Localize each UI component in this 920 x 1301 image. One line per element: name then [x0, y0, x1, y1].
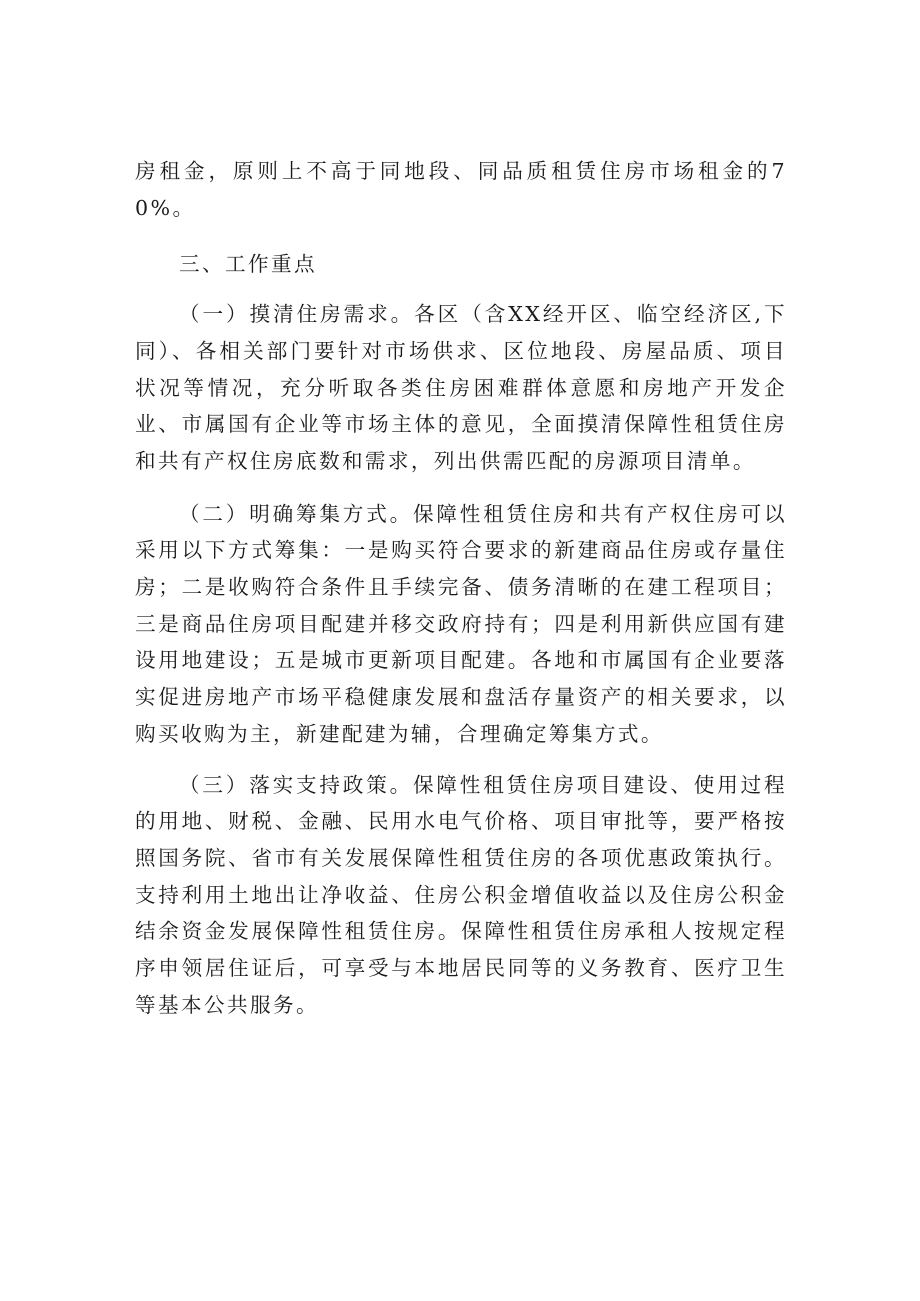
document-body	[135, 153, 787, 1023]
paragraph-item-1: （一）摸清住房需求。各区（含XX经开区、临空经济区,下同）、各相关部门要针对市场供求、区位地段、房屋品质、项目状况等情况，充分听取各类住房困难群体意愿和房地产开发企业、市属国有企业等市场主体的意见，全面摸清保障性租赁住房和共有产权住房底数和需求，列出供需匹配的房源项目清单。	[135, 302, 787, 473]
section-heading: 三、工作重点	[179, 252, 317, 277]
paragraph-item-2: （二）明确筹集方式。保障性租赁住房和共有产权住房可以采用以下方式筹集：一是购买符合要求的新建商品住房或存量住房；二是收购符合条件且手续完备、债务清晰的在建工程项目；三是商品住房项目配建并移交政府持有；四是利用新供应国有建设用地建设；五是城市更新项目配建。各地和市属国有企业要落实促进房地产市场平稳健康发展和盘活存量资产的相关要求，以购买收购为主，新建配建为辅，合理确定筹集方式。	[135, 501, 787, 746]
paragraph-continuation: 房租金，原则上不高于同地段、同品质租赁住房市场租金的70%。	[135, 159, 787, 220]
paragraph-item-3: （三）落实支持政策。保障性租赁住房项目建设、使用过程的用地、财税、金融、民用水电气价格、项目审批等，要严格按照国务院、省市有关发展保障性租赁住房的各项优惠政策执行。支持利用土地出让净收益、住房公积金增值收益以及住房公积金结余资金发展保障性租赁住房。保障性租赁住房承租人按规定程序申领居住证后，可享受与本地居民同等的义务教育、医疗卫生等基本公共服务。	[135, 772, 787, 1017]
